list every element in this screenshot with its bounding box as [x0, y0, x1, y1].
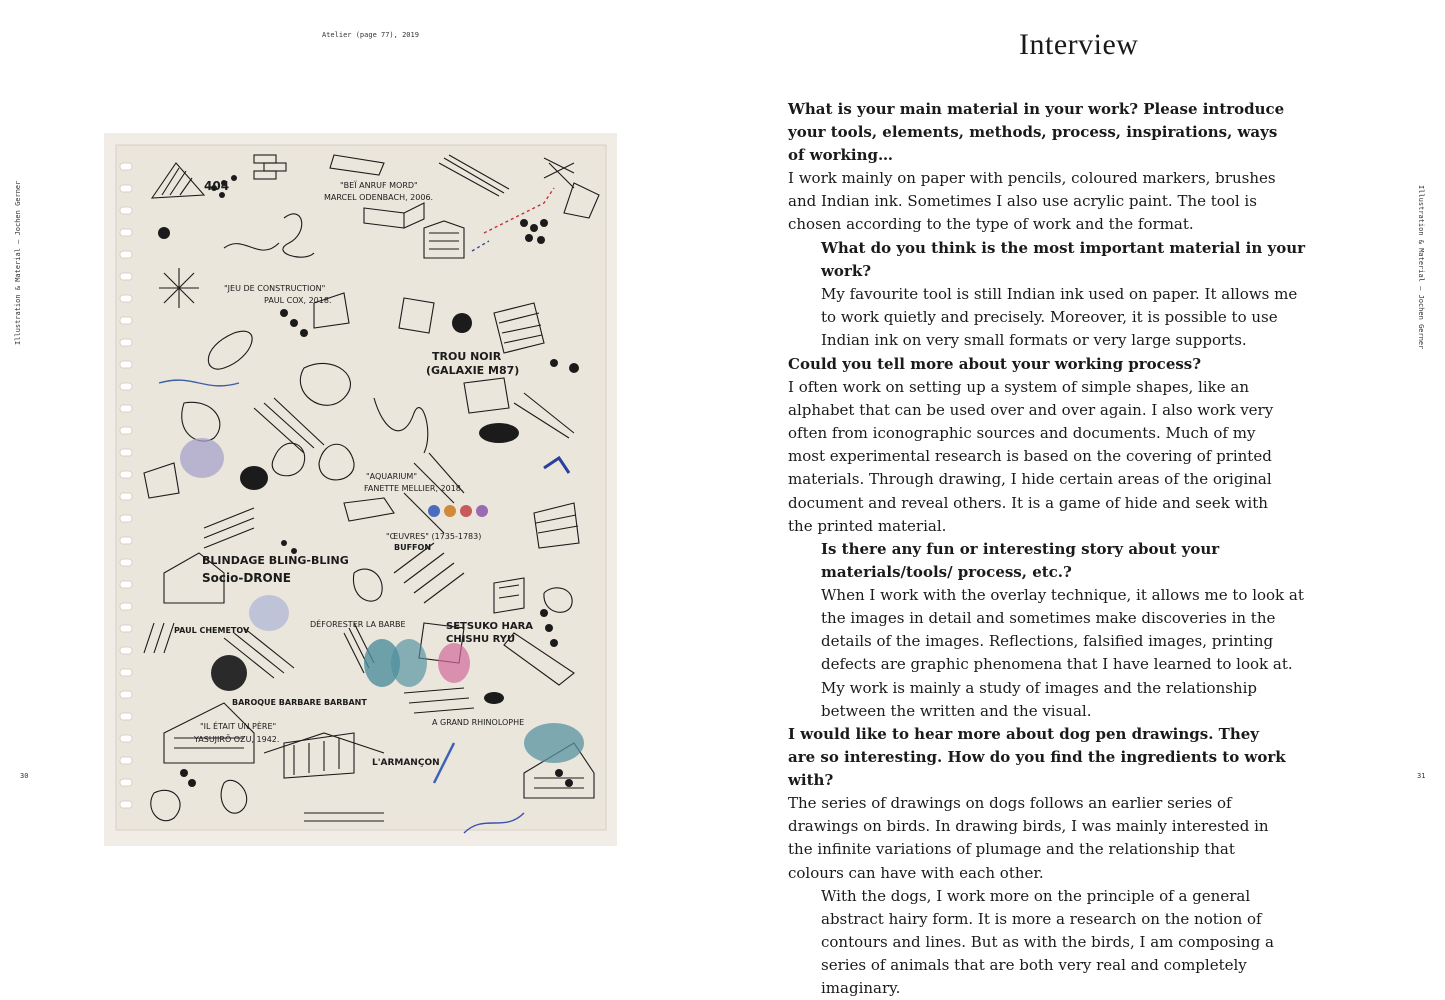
figure-caption: Atelier (page 77), 2019: [322, 31, 419, 39]
running-header-left: Illustration & Material — Jochen Gerner: [14, 180, 22, 345]
answer-2: My favourite tool is still Indian ink used on paper. It allows me to work quietly and precisely. Moreover, it is possible to use Indian ink on very small formats or very large supports.: [821, 285, 1298, 350]
label-deforester: DÉFORESTER LA BARBE: [310, 620, 406, 629]
page-number-right: 31: [1417, 772, 1426, 780]
label-baroque: BAROQUE BARBARE BARBANT: [232, 698, 367, 707]
label-il-etait-un-pere: "IL ÉTAIT UN PÈRE": [200, 722, 277, 731]
answer-5-continued: With the dogs, I work more on the principle of a general abstract hairy form. It is more a research on the notion of contours and lines. But as with the birds, I am composing a series of animals that are both very real and completely imaginary.: [821, 886, 1274, 998]
question-3: Could you tell more about your working process?: [788, 355, 1202, 373]
question-4: Is there any fun or interesting story about your materials/tools/ process, etc.?: [821, 540, 1220, 582]
qa-block-4: [821, 538, 1316, 723]
qa-block-1: [788, 98, 1288, 237]
label-fanette-mellier: FANETTE MELLIER, 2018.: [364, 484, 464, 493]
label-setsuko-hara: SETSUKO HARA: [446, 621, 534, 632]
qa-block-5: [788, 723, 1288, 1000]
running-header-right: Illustration & Material — Jochen Gerner: [1417, 185, 1425, 350]
label-grand-rhinolophe: A GRAND RHINOLOPHE: [432, 718, 525, 727]
label-blindage: BLINDAGE BLING-BLING: [202, 554, 349, 567]
label-socio-drone: Socio-DRONE: [202, 571, 291, 585]
answer-4: When I work with the overlay technique, it allows me to look at the images in detail and sometimes make discoveries in the details of the images. Reflections, falsified images, printing defects are graphic phenomena that I have learned to look at. My work is mainly a study of images and the relationship between the written and the visual.: [821, 586, 1304, 720]
label-jeu-de-construction: "JEU DE CONSTRUCTION": [224, 284, 326, 293]
label-paul-cox: PAUL COX, 2018.: [264, 296, 332, 305]
label-bei-anruf-mord: "BEÏ ANRUF MORD": [340, 181, 418, 190]
question-2: What do you think is the most important material in your work?: [821, 239, 1306, 281]
label-chishu-ryu: CHISHU RYU: [446, 634, 516, 645]
question-5: I would like to hear more about dog pen drawings. They are so interesting. How do you find the ingredients to work with?: [788, 725, 1286, 790]
label-aquarium: "AQUARIUM": [366, 472, 417, 481]
page-title: Interview: [1019, 28, 1139, 61]
label-paul-chemetov: PAUL CHEMETOV: [174, 626, 250, 635]
label-404: 404: [204, 179, 230, 193]
artwork-drawing: [104, 133, 617, 846]
label-galaxie-m87: (GALAXIE M87): [426, 364, 520, 377]
answer-3: I often work on setting up a system of simple shapes, like an alphabet that can be used over and over again. I also work very often from iconographic sources and documents. Much of my most experimental research is based on the covering of printed materials. Through drawing, I hide certain areas of the original document and reveal others. It is a game of hide and seek with the printed material.: [788, 378, 1274, 535]
sketch-sheet-svg: [104, 133, 617, 846]
qa-block-2: [821, 237, 1311, 352]
label-trou-noir: TROU NOIR: [432, 350, 502, 363]
page-number-left: 30: [20, 772, 29, 780]
qa-block-3: [788, 353, 1288, 538]
label-oeuvres: "ŒUVRES" (1735-1783): [386, 532, 482, 541]
answer-1: I work mainly on paper with pencils, coloured markers, brushes and Indian ink. Sometimes I also use acrylic paint. The tool is chosen according to the type of work and the format.: [788, 169, 1276, 234]
label-marcel-odenbach: MARCEL ODENBACH, 2006.: [324, 193, 434, 202]
label-armancon: L'ARMANÇON: [372, 758, 440, 768]
label-yasujiro-ozu: YASUJIRŌ OZU, 1942.: [194, 735, 280, 744]
answer-5: The series of drawings on dogs follows an earlier series of drawings on birds. In drawing birds, I was mainly interested in the infinite variations of plumage and the relationship that colours can have with each other.: [788, 794, 1269, 882]
question-1: What is your main material in your work? Please introduce your tools, elements, methods, process, inspirations, ways of working…: [788, 100, 1285, 165]
label-buffon: BUFFON: [394, 543, 432, 552]
